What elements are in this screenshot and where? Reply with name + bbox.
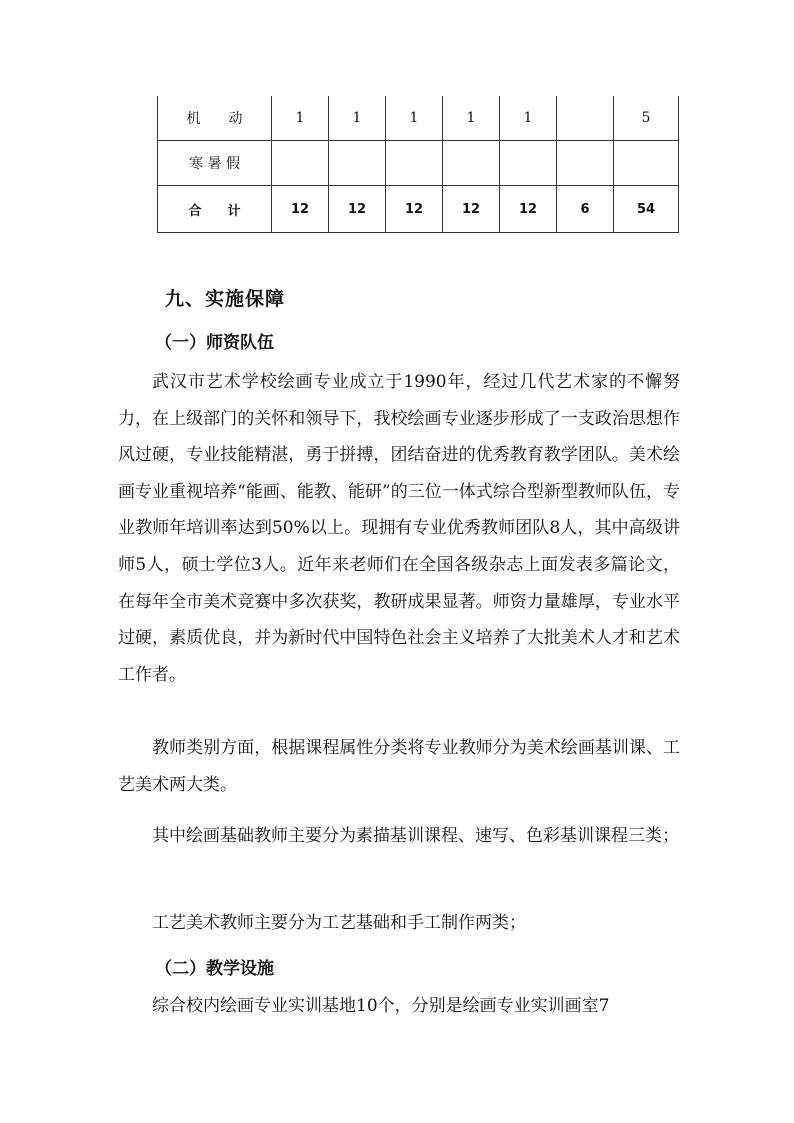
subsection-title-faculty: （一）师资队伍 [155, 333, 274, 353]
row-label: 机 动 [158, 96, 272, 141]
subsection-title-facilities: （二）教学设施 [155, 959, 274, 979]
table-cell [386, 141, 443, 186]
table-cell [614, 141, 679, 186]
schedule-table-fragment [157, 96, 678, 233]
table-cell [500, 141, 557, 186]
table-cell: 5 [614, 96, 679, 141]
schedule-table [157, 96, 679, 233]
paragraph-facilities: 综合校内绘画专业实训基地10个，分别是绘画专业实训画室7 [152, 996, 610, 1016]
table-row-total [158, 186, 679, 233]
table-cell: 1 [329, 96, 386, 141]
table-cell [329, 141, 386, 186]
table-cell [272, 141, 329, 186]
table-cell: 1 [443, 96, 500, 141]
table-cell [557, 96, 614, 141]
paragraph-craft-teachers: 工艺美术教师主要分为工艺基础和手工制作两类； [152, 913, 526, 933]
table-cell [443, 141, 500, 186]
paragraph-faculty-intro: 武汉市艺术学校绘画专业成立于1990年，经过几代艺术家的不懈努力，在上级部门的关怀和领导下，我校绘画专业逐步形成了一支政治思想作风过硬，专业技能精湛，勇于拼搏，团结奋进的优秀教育教学团队。美术绘画专业重视培养“能画、能教、能研”的三位一体式综合型新型教师队伍，专业教师年培训率达到50%以上。现拥有专业优秀教师团队8人，其中高级讲师5人，硕士学位3人。近年来老师们在全国各级杂志上面发表多篇论文，在每年全市美术竞赛中多次获奖，教研成果显著。师资力量雄厚，专业水平过硬，素质优良，并为新时代中国特色社会主义培养了大批美术人才和艺术工作者。 [118, 372, 680, 685]
table-cell: 1 [386, 96, 443, 141]
row-label: 寒 暑 假 [158, 141, 272, 186]
row-label: 合 计 [158, 186, 272, 233]
section-title: 九、实施保障 [165, 288, 286, 310]
table-cell: 12 [500, 186, 557, 233]
table-cell: 1 [500, 96, 557, 141]
table-cell: 12 [329, 186, 386, 233]
paragraph-painting-teachers: 其中绘画基础教师主要分为素描基训课程、速写、色彩基训课程三类； [152, 826, 679, 846]
table-cell: 1 [272, 96, 329, 141]
table-cell [557, 141, 614, 186]
table-cell: 6 [557, 186, 614, 233]
table-cell: 12 [443, 186, 500, 233]
table-cell: 12 [272, 186, 329, 233]
table-cell: 12 [386, 186, 443, 233]
paragraph-teacher-categories: 教师类别方面，根据课程属性分类将专业教师分为美术绘画基训课、工艺美术两大类。 [118, 738, 680, 795]
table-cell: 54 [614, 186, 679, 233]
table-row [158, 96, 679, 141]
table-row [158, 141, 679, 186]
